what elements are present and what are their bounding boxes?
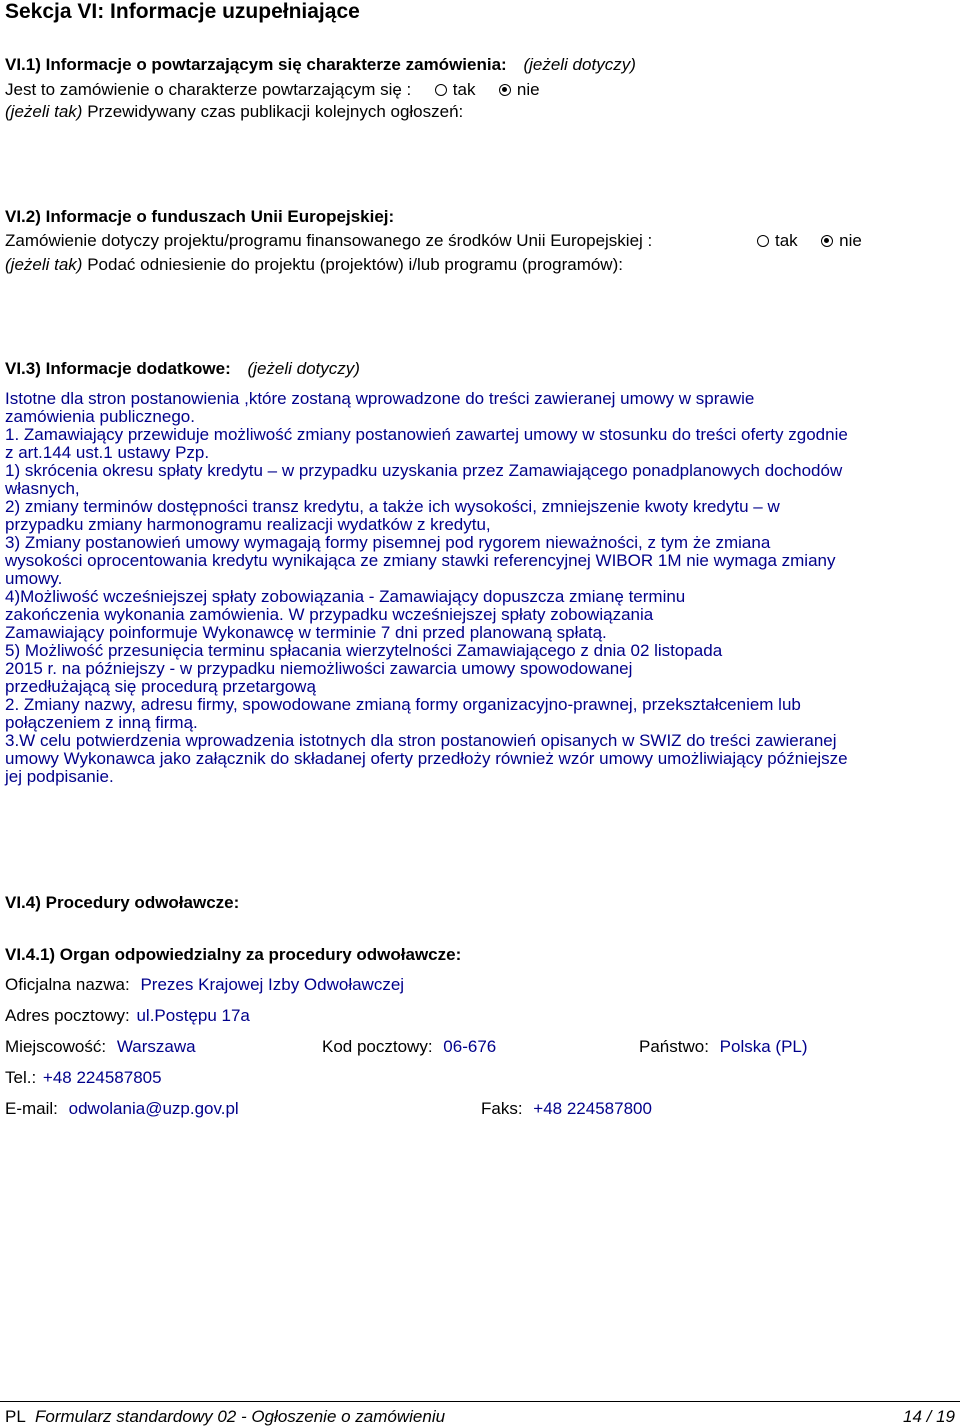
official-name-label: Oficjalna nazwa: [5, 975, 130, 994]
footer-divider [0, 1401, 960, 1402]
section-title: Sekcja VI: Informacje uzupełniające [5, 0, 360, 23]
country-label: Państwo: [639, 1037, 709, 1056]
vi1-question-row [5, 80, 540, 100]
vi2-radio-yes[interactable] [757, 231, 798, 250]
vi3-heading [5, 359, 360, 379]
country-row [639, 1037, 808, 1057]
info-line: z art.144 ust.1 ustawy Pzp. [5, 443, 210, 462]
info-line: 1. Zamawiający przewiduje możliwość zmiany postanowień zawartej umowy w stosunku do treści oferty zgodnie [5, 425, 848, 444]
info-line: zamówienia publicznego. [5, 407, 195, 426]
vi1-heading-text: VI.1) Informacje o powtarzającym się charakterze zamówienia: [5, 55, 507, 74]
vi1-radio-yes-label: tak [452, 80, 476, 99]
info-line: Istotne dla stron postanowienia ,które zostaną wprowadzone do treści zawieranej umowy w sprawie [5, 389, 755, 408]
info-line: wysokości oprocentowania kredytu wynikająca ze zmiany stawki referencyjnej WIBOR 1M nie wymaga zmiany [5, 551, 836, 570]
vi2-radio-group [757, 231, 862, 251]
postcode-label: Kod pocztowy: [322, 1037, 433, 1056]
vi2-ref-label: Podać odniesienie do projektu (projektów) i/lub programu (programów): [87, 255, 623, 274]
phone-value: +48 224587805 [42, 1068, 162, 1087]
vi2-heading: VI.2) Informacje o funduszach Unii Europejskiej: [5, 207, 395, 226]
radio-empty-icon [757, 235, 769, 247]
vi1-if-yes-note: (jeżeli tak) [5, 102, 83, 121]
info-line: 4)Możliwość wcześniejszej spłaty zobowiązania - Zamawiający dopuszcza zmianę terminu [5, 587, 686, 606]
city-row [5, 1037, 196, 1057]
official-name-row [5, 975, 404, 995]
info-line: umowy. [5, 569, 63, 588]
vi3-heading-text: VI.3) Informacje dodatkowe: [5, 359, 231, 378]
info-line: połączeniem z inną firmą. [5, 713, 198, 732]
info-line: Zamawiający poinformuje Wykonawcę w terminie 7 dni przed planowaną spłatą. [5, 623, 607, 642]
postcode-value: 06-676 [443, 1037, 497, 1056]
vi2-radio-yes-label: tak [775, 231, 798, 250]
vi1-optional-note: (jeżeli dotyczy) [523, 55, 636, 74]
info-line: 5) Możliwość przesunięcia terminu spłacania wierzytelności Zamawiającego z dnia 02 listopada [5, 641, 723, 660]
info-line: 1) skrócenia okresu spłaty kredytu – w przypadku uzyskania przez Zamawiającego ponadplanowych dochodów [5, 461, 843, 480]
info-line: przypadku zmiany harmonogramu realizacji wydatków z kredytu, [5, 515, 491, 534]
vi1-timing-row [5, 102, 463, 122]
vi2-if-yes-note: (jeżeli tak) [5, 255, 83, 274]
info-line: umowy Wykonawca jako załącznik do składanej oferty przedłoży również wzór umowy umożliwiający późniejsze [5, 749, 848, 768]
vi1-question: Jest to zamówienie o charakterze powtarzającym się : [5, 80, 412, 99]
vi2-ref-row [5, 255, 623, 275]
postal-address-label: Adres pocztowy: [5, 1006, 130, 1025]
footer-lang: PL [5, 1407, 26, 1426]
vi1-heading [5, 55, 636, 75]
city-value: Warszawa [116, 1037, 196, 1056]
official-name-value: Prezes Krajowej Izby Odwoławczej [140, 975, 405, 994]
info-line: 3) Zmiany postanowień umowy wymagają formy pisemnej pod rygorem nieważności, z tym że zmiana [5, 533, 771, 552]
country-value: Polska (PL) [719, 1037, 808, 1056]
info-line: przedłużającą się procedurą przetargową [5, 677, 316, 696]
postal-address-row [5, 1006, 250, 1026]
info-line: 3.W celu potwierdzenia wprowadzenia istotnych dla stron postanowień opisanych w SWIZ do treści zawieranej [5, 731, 837, 750]
vi2-radio-no-label: nie [839, 231, 862, 250]
vi3-optional-note: (jeżeli dotyczy) [247, 359, 360, 378]
vi4-heading: VI.4) Procedury odwoławcze: [5, 893, 240, 912]
phone-row [5, 1068, 162, 1088]
radio-selected-icon [821, 235, 833, 247]
footer-page-number: 14 / 19 [903, 1407, 955, 1426]
vi1-timing-label: Przewidywany czas publikacji kolejnych ogłoszeń: [87, 102, 464, 121]
fax-row [481, 1099, 652, 1119]
fax-value: +48 224587800 [533, 1099, 652, 1118]
footer-form-name: Formularz standardowy 02 - Ogłoszenie o zamówieniu [35, 1407, 446, 1426]
info-line: 2. Zmiany nazwy, adresu firmy, spowodowane zmianą formy organizacyjno-prawnej, przekształceniem lub [5, 695, 801, 714]
vi1-radio-no-label: nie [516, 80, 540, 99]
fax-label: Faks: [481, 1099, 523, 1118]
info-line: 2015 r. na późniejszy - w przypadku niemożliwości zawarcia umowy spowodowanej [5, 659, 633, 678]
vi3-additional-info [5, 390, 957, 786]
radio-selected-icon [499, 84, 511, 96]
email-value[interactable]: odwolania@uzp.gov.pl [68, 1099, 239, 1118]
phone-label: Tel.: [5, 1068, 37, 1087]
vi2-question: Zamówienie dotyczy projektu/programu finansowanego ze środków Unii Europejskiej : [5, 231, 653, 250]
radio-empty-icon [435, 84, 447, 96]
info-line: własnych, [5, 479, 80, 498]
city-label: Miejscowość: [5, 1037, 107, 1056]
email-label: E-mail: [5, 1099, 58, 1118]
vi1-radio-no[interactable] [499, 80, 540, 99]
info-line: jej podpisanie. [5, 767, 114, 786]
vi41-heading: VI.4.1) Organ odpowiedzialny za procedury odwoławcze: [5, 945, 462, 964]
info-line: 2) zmiany terminów dostępności transz kredytu, a także ich wysokości, zmniejszenie kwoty kredytu – w [5, 497, 780, 516]
vi2-radio-no[interactable] [821, 231, 862, 250]
vi1-radio-yes[interactable] [435, 80, 476, 99]
postcode-row [322, 1037, 496, 1057]
postal-address-value: ul.Postępu 17a [136, 1006, 250, 1025]
info-line: zakończenia wykonania zamówienia. W przypadku wcześniejszej spłaty zobowiązania [5, 605, 654, 624]
email-row [5, 1099, 239, 1119]
